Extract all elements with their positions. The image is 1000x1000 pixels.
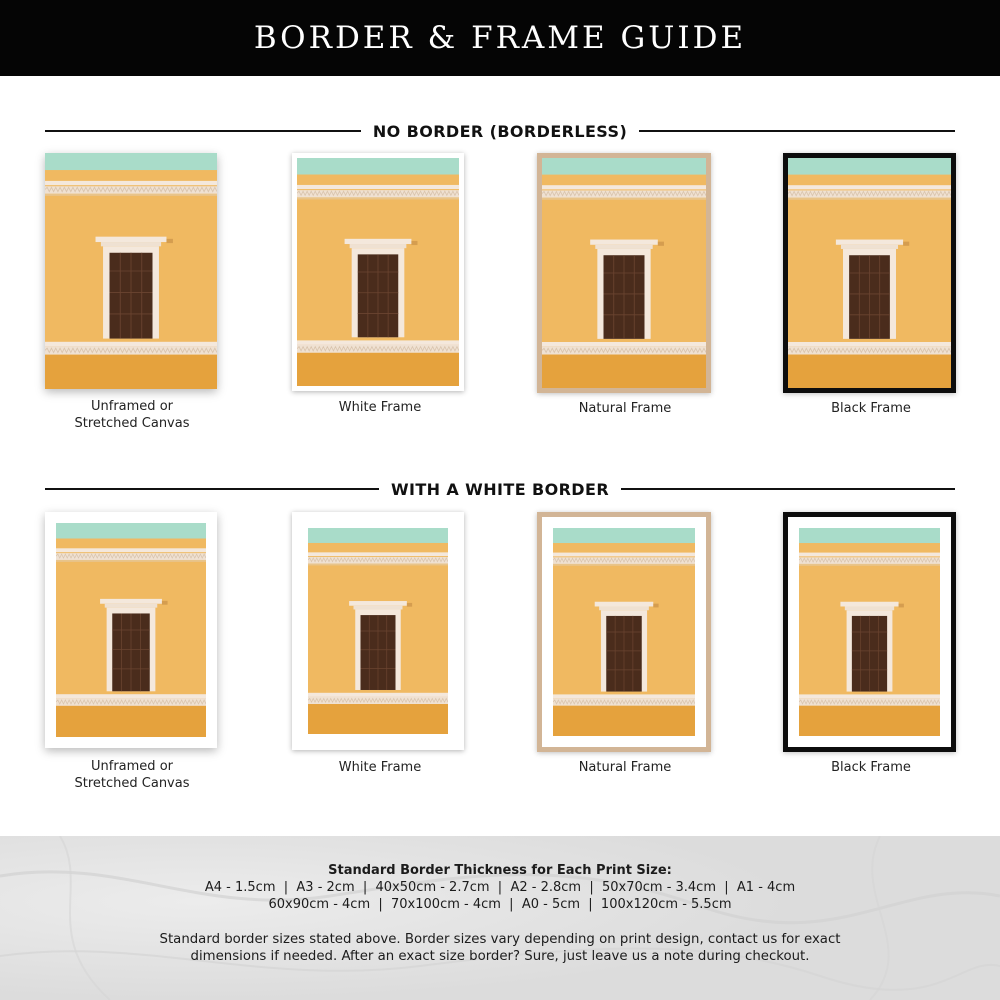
card-borderless-natural-frame <box>502 153 748 453</box>
footer-note: dimensions if needed. After an exact size border? Sure, just leave us a note during checkout. <box>190 949 810 964</box>
caption: Unframed or Stretched Canvas <box>74 399 190 431</box>
card-borderless-unframed <box>9 153 255 453</box>
page-header <box>0 0 1000 76</box>
artwork-frame <box>45 153 217 389</box>
caption: White Frame <box>338 400 422 415</box>
artwork-frame <box>783 512 956 752</box>
card-borderless-black-frame <box>748 153 994 453</box>
section-title: WITH A WHITE BORDER <box>390 479 610 499</box>
artwork-frame <box>292 153 464 391</box>
card-border-natural-frame <box>502 512 748 812</box>
card-border-unframed <box>9 512 255 812</box>
caption: Unframed or Stretched Canvas <box>74 759 190 791</box>
section-title: NO BORDER (BORDERLESS) <box>372 121 628 141</box>
divider-left <box>45 130 361 132</box>
footer-note: Standard border sizes stated above. Border sizes vary depending on print design, contact us for exact <box>159 932 841 947</box>
footer-text <box>0 836 1000 965</box>
artwork-frame <box>537 512 711 752</box>
artwork-image <box>297 158 459 386</box>
sizes-line: 60x90cm - 4cm | 70x100cm - 4cm | A0 - 5cm | 100x120cm - 5.5cm <box>268 897 732 912</box>
artwork-image <box>45 153 217 389</box>
caption: Black Frame <box>831 760 911 775</box>
caption: Black Frame <box>831 401 911 416</box>
card-border-white-frame <box>257 512 503 812</box>
artwork-image <box>553 528 695 736</box>
artwork-image <box>788 158 951 388</box>
artwork-frame <box>783 153 956 393</box>
divider-left <box>45 488 379 490</box>
artwork-image <box>56 523 206 737</box>
artwork-image <box>308 528 448 734</box>
card-border-black-frame <box>748 512 994 812</box>
caption: White Frame <box>338 760 422 775</box>
artwork-image <box>542 158 706 388</box>
border-info-footer <box>0 836 1000 1000</box>
artwork-frame <box>292 512 464 750</box>
footer-title: Standard Border Thickness for Each Print Size: <box>328 863 672 878</box>
card-borderless-white-frame <box>257 153 503 453</box>
caption: Natural Frame <box>578 760 672 775</box>
artwork-frame <box>45 512 217 748</box>
sizes-line: A4 - 1.5cm | A3 - 2cm | 40x50cm - 2.7cm | A2 - 2.8cm | 50x70cm - 3.4cm | A1 - 4cm <box>204 880 796 895</box>
section-heading-borderless <box>45 119 955 143</box>
artwork-frame <box>537 153 711 393</box>
section-heading-white-border <box>45 477 955 501</box>
caption: Natural Frame <box>578 401 672 416</box>
page-title: BORDER & FRAME GUIDE <box>253 20 747 56</box>
divider-right <box>639 130 955 132</box>
divider-right <box>621 488 955 490</box>
artwork-image <box>799 528 940 736</box>
